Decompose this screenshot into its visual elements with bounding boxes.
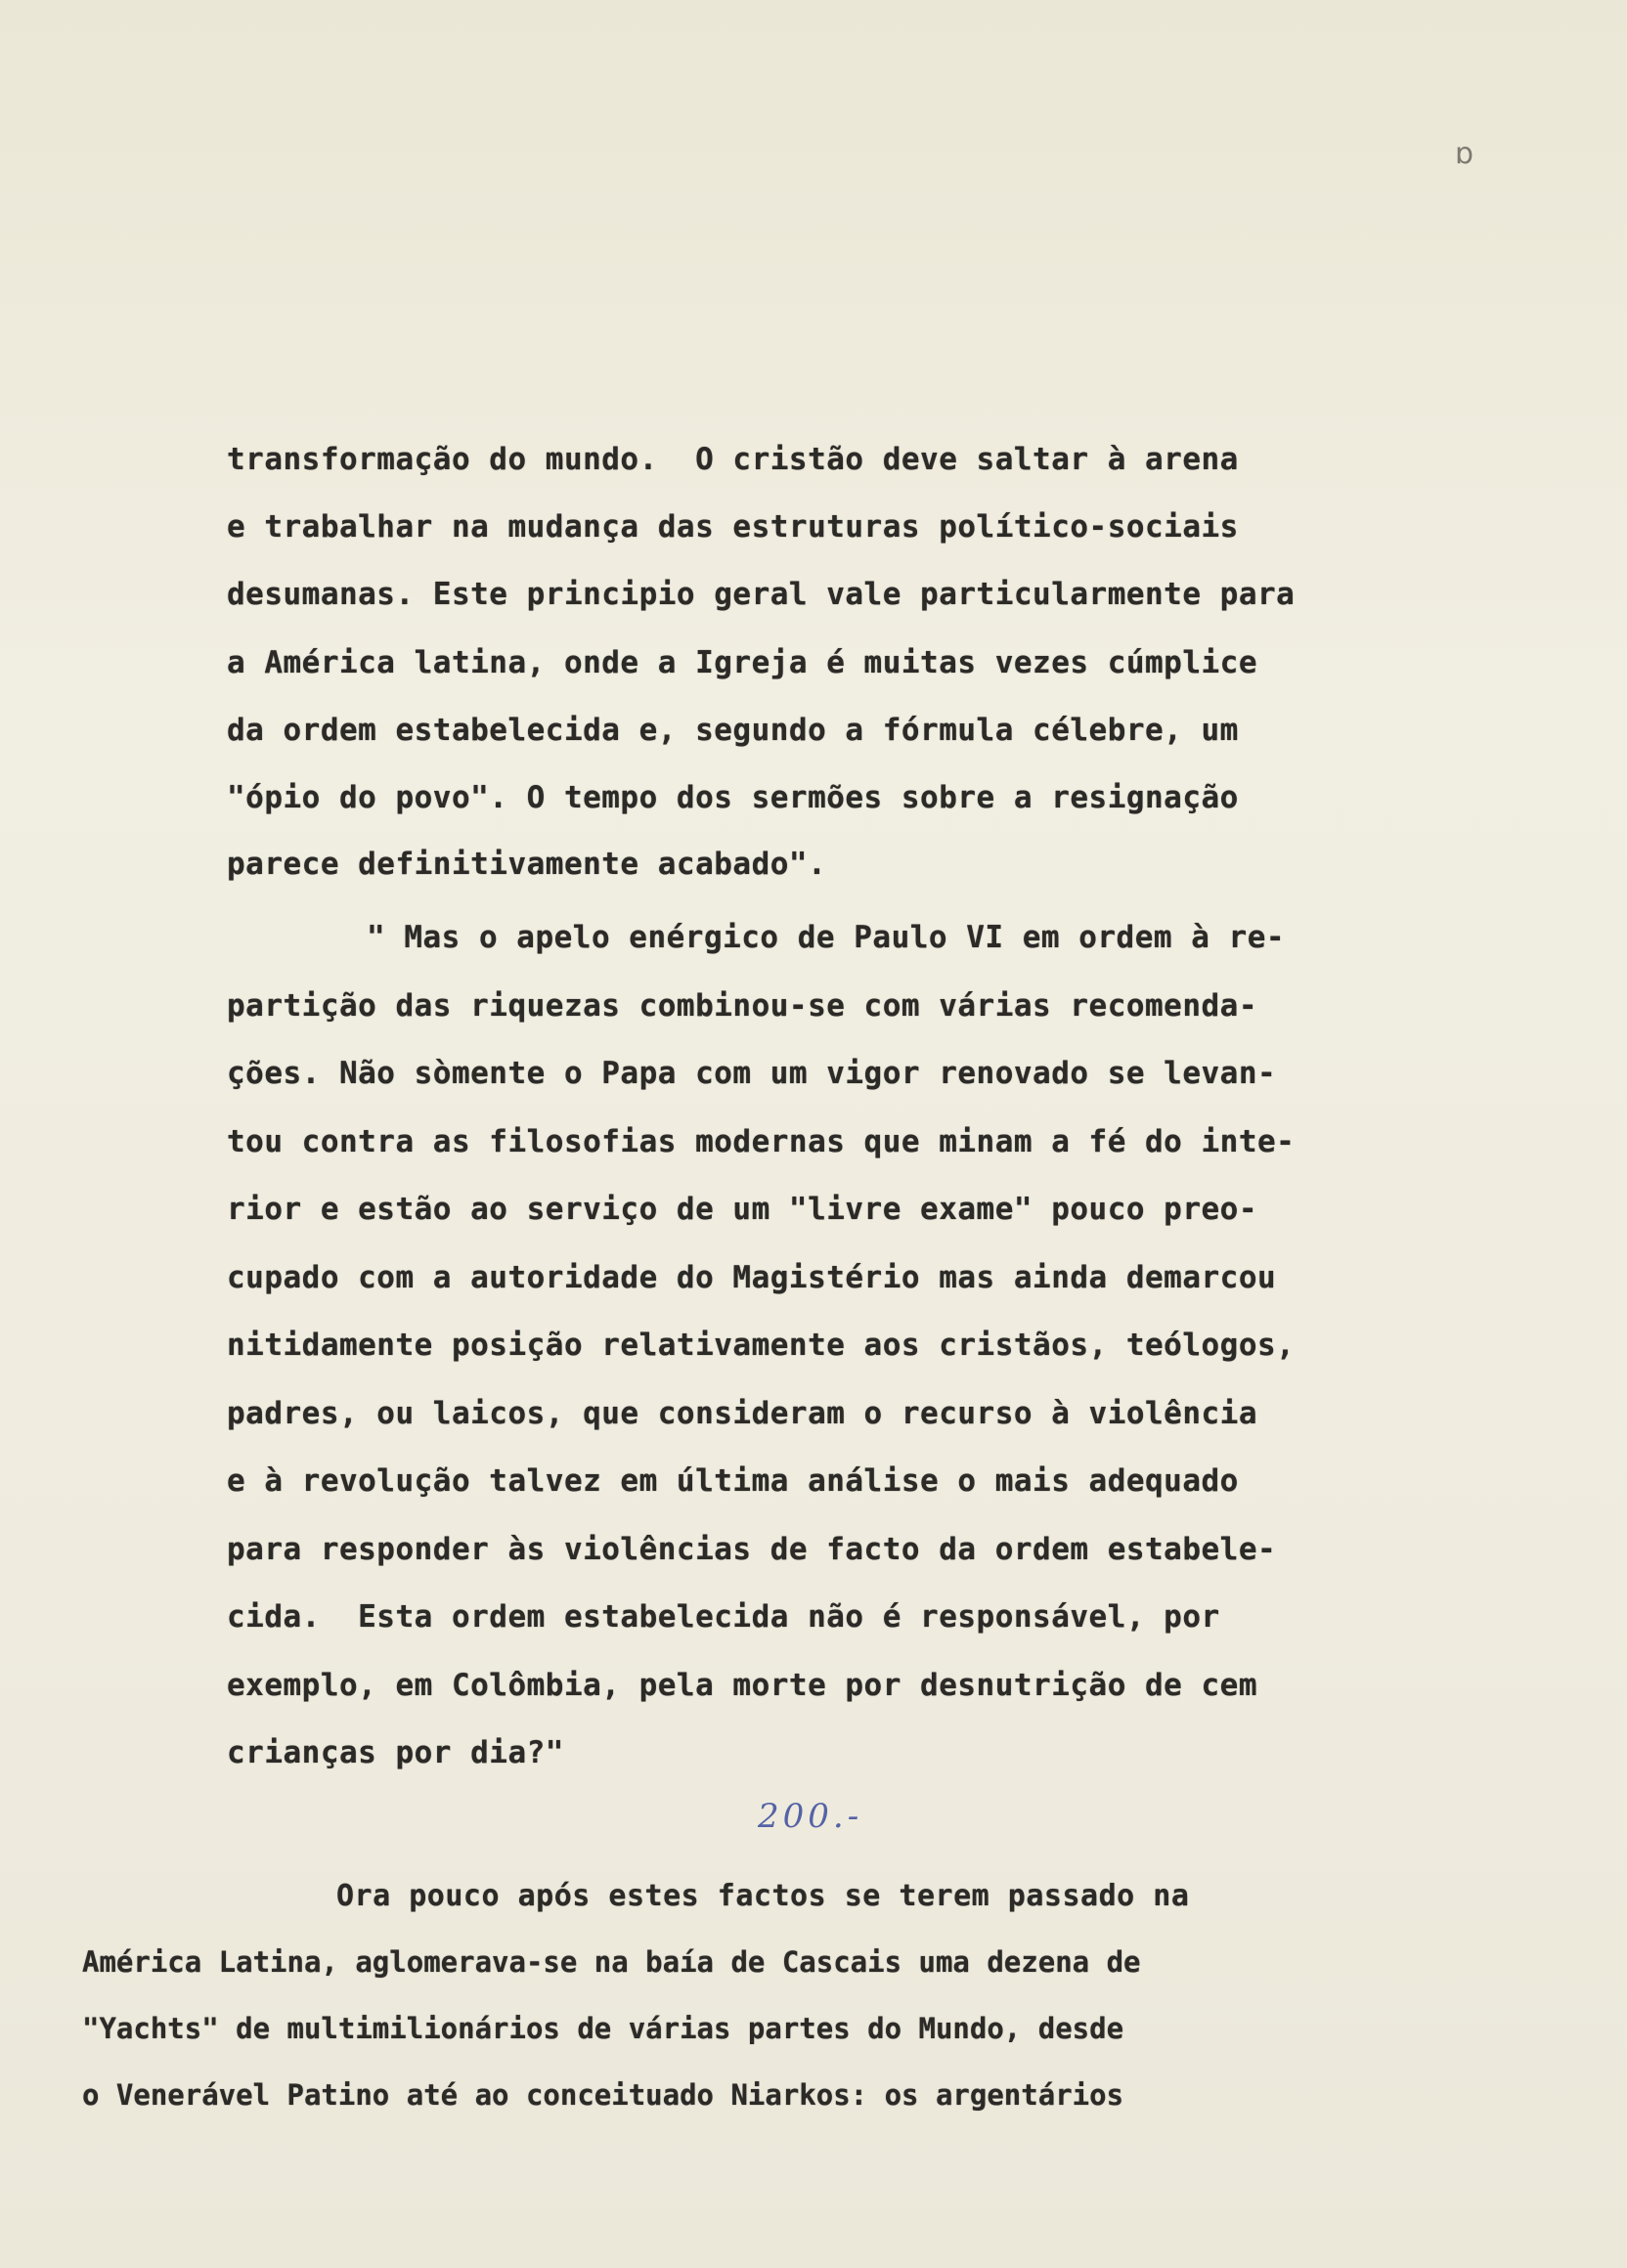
text-line: rior e estão ao serviço de um "livre exame" pouco preo-	[227, 1192, 1257, 1227]
text-line: parece definitivamente acabado".	[227, 847, 827, 882]
text-line: América Latina, aglomerava-se na baía de Cascais uma dezena de	[82, 1945, 1141, 1979]
text-line: da ordem estabelecida e, segundo a fórmula célebre, um	[227, 713, 1239, 748]
text-line: ções. Não sòmente o Papa com um vigor renovado se levan-	[227, 1056, 1277, 1091]
text-line: cida. Esta ordem estabelecida não é responsável, por	[227, 1599, 1220, 1635]
text-line: a América latina, onde a Igreja é muitas vezes cúmplice	[227, 645, 1257, 680]
text-line: partição das riquezas combinou-se com várias recomenda-	[227, 988, 1257, 1024]
handwritten-note: 200.-	[758, 1797, 863, 1836]
text-line: e trabalhar na mudança das estruturas político-sociais	[227, 509, 1239, 545]
text-line: desumanas. Este principio geral vale particularmente para	[227, 577, 1296, 612]
text-line: " Mas o apelo enérgico de Paulo VI em ordem à re-	[367, 920, 1286, 955]
text-line: e à revolução talvez em última análise o mais adequado	[227, 1463, 1239, 1499]
text-line: para responder às violências de facto da ordem estabele-	[227, 1532, 1277, 1567]
text-line: Ora pouco após estes factos se terem passado na	[336, 1879, 1190, 1913]
text-line: tou contra as filosofias modernas que minam a fé do inte-	[227, 1124, 1296, 1159]
corner-mark: ɒ	[1455, 137, 1474, 171]
text-line: "Yachts" de multimilionários de várias partes do Mundo, desde	[82, 2012, 1124, 2045]
text-line: transformação do mundo. O cristão deve saltar à arena	[227, 442, 1239, 477]
text-line: o Venerável Patino até ao conceituado Niarkos: os argentários	[82, 2078, 1124, 2112]
text-line: "ópio do povo". O tempo dos sermões sobre a resignação	[227, 780, 1239, 815]
text-line: crianças por dia?"	[227, 1735, 564, 1770]
text-line: cupado com a autoridade do Magistério mas ainda demarcou	[227, 1260, 1277, 1295]
text-line: padres, ou laicos, que consideram o recurso à violência	[227, 1396, 1257, 1431]
text-line: nitidamente posição relativamente aos cristãos, teólogos,	[227, 1328, 1296, 1363]
text-line: exemplo, em Colômbia, pela morte por desnutrição de cem	[227, 1668, 1257, 1703]
